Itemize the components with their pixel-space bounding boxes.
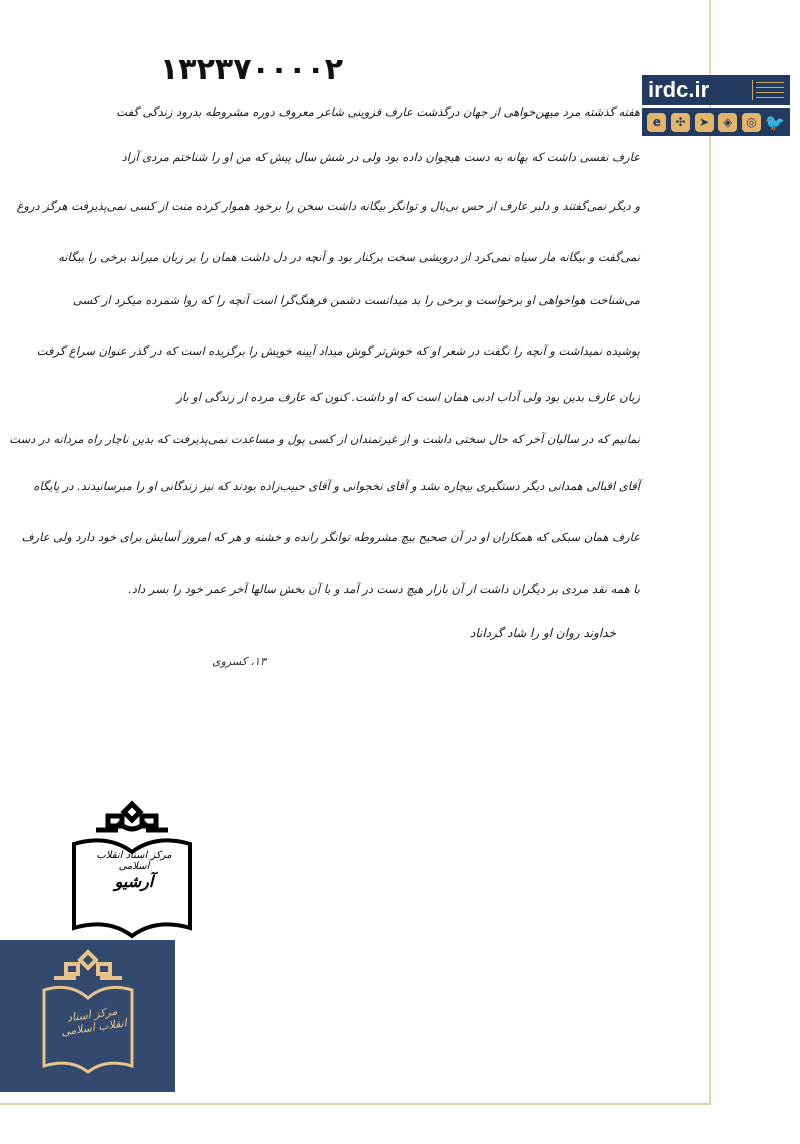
text-line: و دیگر نمی‌گفتند و دلبر عارف از حس بی‌بال و توانگر بیگانه داشت سخن را برخود هموار کرده منت از کسی نمی‌پذیرفت هرگز دروغ	[16, 199, 640, 213]
page-border-bottom	[0, 1103, 711, 1105]
institution-logo-box	[0, 940, 175, 1092]
eitaa-icon[interactable]: e	[647, 113, 666, 132]
text-line: آقای اقبالی همدانی دیگر دستگیری بیچاره بشد و آقای نخجوانی و آقای حبیب‌زاده بودند که نیز زندگانی او را میرسانیدند. در پایگاه	[33, 479, 640, 493]
twitter-icon[interactable]: 🐦	[765, 112, 786, 132]
text-line: عارف همان سبکی که همکاران او در آن صحیح بیچ مشروطه توانگر رانده و خشنه و هر که امروز آسایش برای خود دارد ولی عارف	[21, 530, 640, 544]
text-line: می‌شناخت هواخواهی او برخواست و برخی را بد میدانست دشمن فرهنگ‌گرا است آنچه را که روا شمرده میکرد از کسی	[72, 293, 640, 307]
closing-blessing: خداوند روان او را شاد گرداناد	[470, 626, 616, 640]
text-line: هفته گذشته مرد میهن‌خواهی از جهان درگذشت عارف قزوینی شاعر معروف دوره مشروطه بدرود زندگی گفت	[116, 105, 640, 119]
site-name[interactable]: irdc.ir	[648, 77, 710, 102]
instagram-icon[interactable]: ◎	[742, 113, 761, 132]
text-line: با همه نقد مردی بر دیگران داشت از آن بازار هیچ دست در آمد و با آن بخش سالها آخر عمر خود را بسر داد.	[128, 582, 640, 596]
institution-name: مرکز اسناد انقلاب اسلامی	[60, 1004, 128, 1039]
telegram-icon[interactable]: ➤	[695, 113, 714, 132]
logo-mini-text-icon	[752, 80, 784, 100]
document-number: ۱۳۲۳۷۰۰۰۰۲	[160, 52, 344, 87]
text-line: نمی‌گفت و بیگانه مار سیاه نمی‌کرد از درویشی سخت برکنار بود و آنچه در دل داشت همان را بر زبان میراند برخی را بیگانه	[58, 250, 640, 264]
signature: ۱۳، کسروی	[212, 655, 266, 668]
stamp-line-2: آرشیو	[114, 872, 154, 891]
text-line: پوشیده نمیداشت و آنچه را نگفت در شعر او که خوش‌تر گوش میداد آیینه خویش را برگزیده است که در گذر عنوان سراغ گرفت	[36, 344, 640, 358]
text-line: عارف نفسی داشت که بهانه به دست هیچوان داده بود ولی در شش سال پیش که من او را شناختم مردی آزاد	[121, 150, 640, 164]
page-border-right	[709, 0, 711, 1104]
archive-stamp	[68, 800, 196, 940]
text-line: نمانیم که در سالیان آخر که حال سختی داشت و از غیرتمندان از کسی پول و مساعدت نمی‌پذیرفت که بدین ناچار راه مردانه در دست	[9, 432, 640, 446]
irdc-logo[interactable]	[642, 75, 790, 137]
aparat-icon[interactable]: ✣	[671, 113, 690, 132]
bale-icon[interactable]: ◈	[718, 113, 737, 132]
stamp-line-1: مرکز اسناد انقلاب اسلامی	[96, 850, 172, 872]
social-icons-bar	[642, 108, 790, 136]
text-line: زبان عارف بدین بود ولی آداب ادبی همان است که او داشت. کنون که عارف مرده از زندگی او باز	[176, 390, 640, 404]
